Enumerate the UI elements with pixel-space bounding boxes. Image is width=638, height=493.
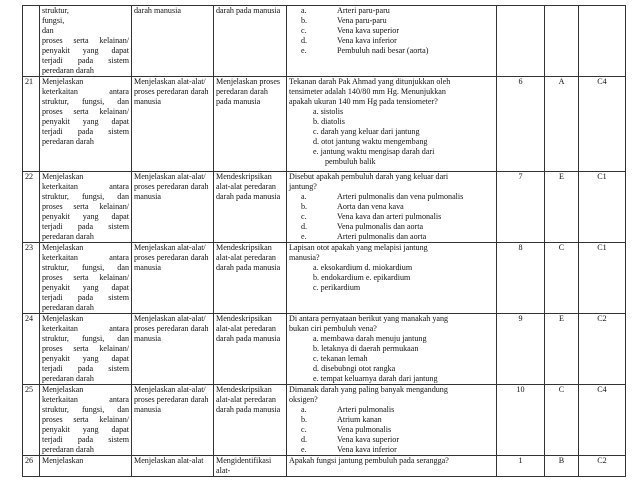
answer-option: a. membawa darah menuju jantung	[313, 334, 427, 343]
answer-option: a. Arteri paru-paru	[301, 6, 390, 15]
material-cell: Menjelaskan alat-alat/ proses peredaran darah manusia	[132, 77, 214, 172]
answer-option: b. Aorta dan vena kava	[301, 202, 404, 211]
answer-key-cell: E	[545, 314, 579, 385]
answer-option: a. Arteri pulmonalis	[301, 405, 395, 414]
competency-cell	[40, 456, 132, 477]
competency-line: Menjelaskan	[42, 456, 84, 465]
question-number-cell: 1	[497, 456, 545, 477]
competency-line: penyakit yang dapat	[42, 425, 129, 434]
cognitive-level-cell: C2	[579, 456, 626, 477]
competency-line: peredaran darah	[42, 445, 94, 454]
competency-line: terjadi pada sistem	[42, 293, 129, 302]
question-cell	[287, 243, 497, 314]
row-number-cell: 25	[23, 385, 40, 456]
answer-option: d. disebubngi otot rangka	[313, 364, 396, 373]
competency-cell	[40, 6, 132, 77]
answer-option: d. otot jantung waktu mengembang	[313, 137, 428, 146]
row-number-cell: 22	[23, 172, 40, 243]
cognitive-level-cell	[579, 6, 626, 77]
competency-line: fungsi,	[42, 16, 65, 25]
answer-key-cell: A	[545, 77, 579, 172]
table-body	[23, 6, 626, 477]
competency-line: struktur, fungsi, dan	[42, 263, 129, 272]
question-number-cell: 9	[497, 314, 545, 385]
row-number-cell: 24	[23, 314, 40, 385]
competency-line: peredaran darah	[42, 66, 94, 75]
answer-key-cell: B	[545, 456, 579, 477]
indicator-cell: darah pada manusia	[214, 6, 287, 77]
answer-option: e. Pembuluh nadi besar (aorta)	[301, 46, 429, 55]
competency-line: terjadi pada sistem	[42, 127, 129, 136]
answer-option: d. Vena kava superior	[301, 435, 400, 444]
answer-option: b. Atrium kanan	[301, 415, 382, 424]
answer-option: c. Vena kava superior	[301, 26, 400, 35]
competency-line: penyakit yang dapat	[42, 212, 129, 221]
competency-line: Menjelaskan	[42, 243, 84, 252]
answer-option: b. letaknya di daerah permukaan	[313, 344, 419, 353]
question-text: jantung?	[289, 182, 317, 191]
competency-line: Menjelaskan	[42, 385, 84, 394]
competency-line: struktur, fungsi, dan	[42, 405, 129, 414]
competency-cell	[40, 77, 132, 172]
competency-line: peredaran darah	[42, 137, 94, 146]
question-text: oksigen?	[289, 395, 318, 404]
material-cell: Menjelaskan alat-alat/ proses peredaran darah manusia	[132, 172, 214, 243]
table-row	[23, 243, 626, 314]
indicator-cell: Menjelaskan proses peredaran darah pada manusia	[214, 77, 287, 172]
competency-line: keterkaitan antara	[42, 182, 129, 191]
competency-cell	[40, 385, 132, 456]
answer-option: a. sistolis	[313, 107, 344, 116]
row-number-cell: 26	[23, 456, 40, 477]
material-cell: Menjelaskan alat-alat/ proses peredaran darah manusia	[132, 314, 214, 385]
question-cell	[287, 6, 497, 77]
competency-cell	[40, 172, 132, 243]
competency-line: peredaran darah	[42, 374, 94, 383]
competency-line: terjadi pada sistem	[42, 56, 129, 65]
question-text: Tekanan darah Pak Ahmad yang ditunjukkan oleh	[289, 77, 451, 86]
competency-line: penyakit yang dapat	[42, 283, 129, 292]
competency-cell	[40, 243, 132, 314]
question-cell	[287, 314, 497, 385]
competency-line: proses serta kelainan/	[42, 344, 129, 353]
answer-option: a. eksokardium d. miokardium	[313, 263, 413, 272]
answer-option: e. jantung waktu mengisap darah dari	[313, 147, 435, 156]
answer-option: b. diatolis	[313, 117, 345, 126]
question-cell	[287, 385, 497, 456]
indicator-cell: Mendeskripsikan alat-alat peredaran darah pada manusia	[214, 172, 287, 243]
competency-line: struktur, fungsi, dan	[42, 192, 129, 201]
question-cell	[287, 172, 497, 243]
answer-option: pembuluh balik	[325, 157, 376, 166]
competency-line: peredaran darah	[42, 232, 94, 241]
competency-line: penyakit yang dapat	[42, 354, 129, 363]
competency-line: peredaran darah	[42, 303, 94, 312]
question-text: Dimanak darah yang paling banyak mengandung	[289, 385, 448, 394]
competency-line: Menjelaskan	[42, 172, 84, 181]
row-number-cell: 21	[23, 77, 40, 172]
question-text: manusia?	[289, 253, 320, 262]
competency-line: proses serta kelainan/	[42, 202, 129, 211]
cognitive-level-cell: C2	[579, 314, 626, 385]
competency-line: proses serta kelainan/	[42, 36, 129, 45]
answer-key-cell	[545, 6, 579, 77]
table-row	[23, 6, 626, 77]
answer-option: e. Arteri pulmonalis dan aorta	[301, 232, 427, 241]
competency-line: Menjelaskan	[42, 77, 84, 86]
row-number-cell	[23, 6, 40, 77]
cognitive-level-cell: C1	[579, 172, 626, 243]
answer-option: b. endokardium e. epikardium	[313, 273, 411, 282]
cognitive-level-cell: C4	[579, 77, 626, 172]
competency-line: penyakit yang dapat	[42, 117, 129, 126]
question-text: Lapisan otot apakah yang melapisi jantung	[289, 243, 428, 252]
answer-option: d. Vena kava inferior	[301, 36, 397, 45]
competency-line: terjadi pada sistem	[42, 222, 129, 231]
question-number-cell: 8	[497, 243, 545, 314]
table-row	[23, 172, 626, 243]
competency-line: terjadi pada sistem	[42, 364, 129, 373]
indicator-cell: Mendeskripsikan alat-alat peredaran darah pada manusia	[214, 385, 287, 456]
question-text: apakah ukuran 140 mm Hg pada tensiometer?	[289, 97, 438, 106]
competency-line: struktur, fungsi, dan	[42, 334, 129, 343]
competency-line: struktur,	[42, 6, 69, 15]
indicator-cell: Mengidentifikasi alat-	[214, 456, 287, 477]
table-row	[23, 385, 626, 456]
answer-key-cell: C	[545, 243, 579, 314]
competency-line: keterkaitan antara	[42, 87, 129, 96]
answer-option: d. Vena pulmonalis dan aorta	[301, 222, 424, 231]
competency-line: terjadi pada sistem	[42, 435, 129, 444]
competency-line: keterkaitan antara	[42, 253, 129, 262]
competency-line: Menjelaskan	[42, 314, 84, 323]
competency-line: proses serta kelainan/	[42, 273, 129, 282]
question-cell	[287, 456, 497, 477]
competency-line: dan	[42, 26, 54, 35]
answer-option: b. Vena paru-paru	[301, 16, 387, 25]
table-row	[23, 456, 626, 477]
answer-option: a. Arteri pulmonalis dan vena pulmonalis	[301, 192, 464, 201]
answer-option: c. Vena pulmonalis	[301, 425, 392, 434]
answer-key-cell: C	[545, 385, 579, 456]
competency-line: penyakit yang dapat	[42, 46, 129, 55]
question-text: Apakah fungsi jantung pembuluh pada serangga?	[289, 456, 449, 465]
indicator-cell: Mendeskripsikan alat-alat peredaran darah pada manusia	[214, 243, 287, 314]
competency-line: struktur, fungsi, dan	[42, 97, 129, 106]
answer-option: c. perikardium	[313, 283, 361, 292]
competency-line: keterkaitan antara	[42, 395, 129, 404]
question-number-cell: 6	[497, 77, 545, 172]
table-row	[23, 314, 626, 385]
answer-option: c. tekanan lemah	[313, 354, 368, 363]
answer-option: e. Vena kava inferior	[301, 445, 397, 454]
question-number-cell	[497, 6, 545, 77]
indicator-cell: Mendeskripsikan alat-alat peredaran darah pada manusia	[214, 314, 287, 385]
question-text: Disebut apakah pembuluh darah yang keluar dari	[289, 172, 449, 181]
cognitive-level-cell: C1	[579, 243, 626, 314]
question-grid-table	[22, 5, 626, 477]
competency-line: proses serta kelainan/	[42, 107, 129, 116]
question-number-cell: 10	[497, 385, 545, 456]
competency-line: proses serta kelainan/	[42, 415, 129, 424]
table-row	[23, 77, 626, 172]
material-cell: Menjelaskan alat-alat/ proses peredaran darah manusia	[132, 385, 214, 456]
question-number-cell: 7	[497, 172, 545, 243]
material-cell: Menjelaskan alat-alat	[132, 456, 214, 477]
answer-option: c. Vena kava dan arteri pulmonalis	[301, 212, 442, 221]
cognitive-level-cell: C4	[579, 385, 626, 456]
answer-key-cell: E	[545, 172, 579, 243]
question-cell	[287, 77, 497, 172]
answer-option: e. tempat keluarnya darah dari jantung	[313, 374, 438, 383]
material-cell: darah manusia	[132, 6, 214, 77]
answer-option: c. darah yang keluar dari jantung	[313, 127, 420, 136]
row-number-cell: 23	[23, 243, 40, 314]
question-text: Di antara pernyataan berikut yang manakah yang	[289, 314, 449, 323]
competency-cell	[40, 314, 132, 385]
question-text: tensimeter adalah 140/80 mm Hg. Menunjukkan	[289, 87, 446, 96]
competency-line: keterkaitan antara	[42, 324, 129, 333]
question-text: bukan ciri pembuluh vena?	[289, 324, 377, 333]
material-cell: Menjelaskan alat-alat/ proses peredaran darah manusia	[132, 243, 214, 314]
